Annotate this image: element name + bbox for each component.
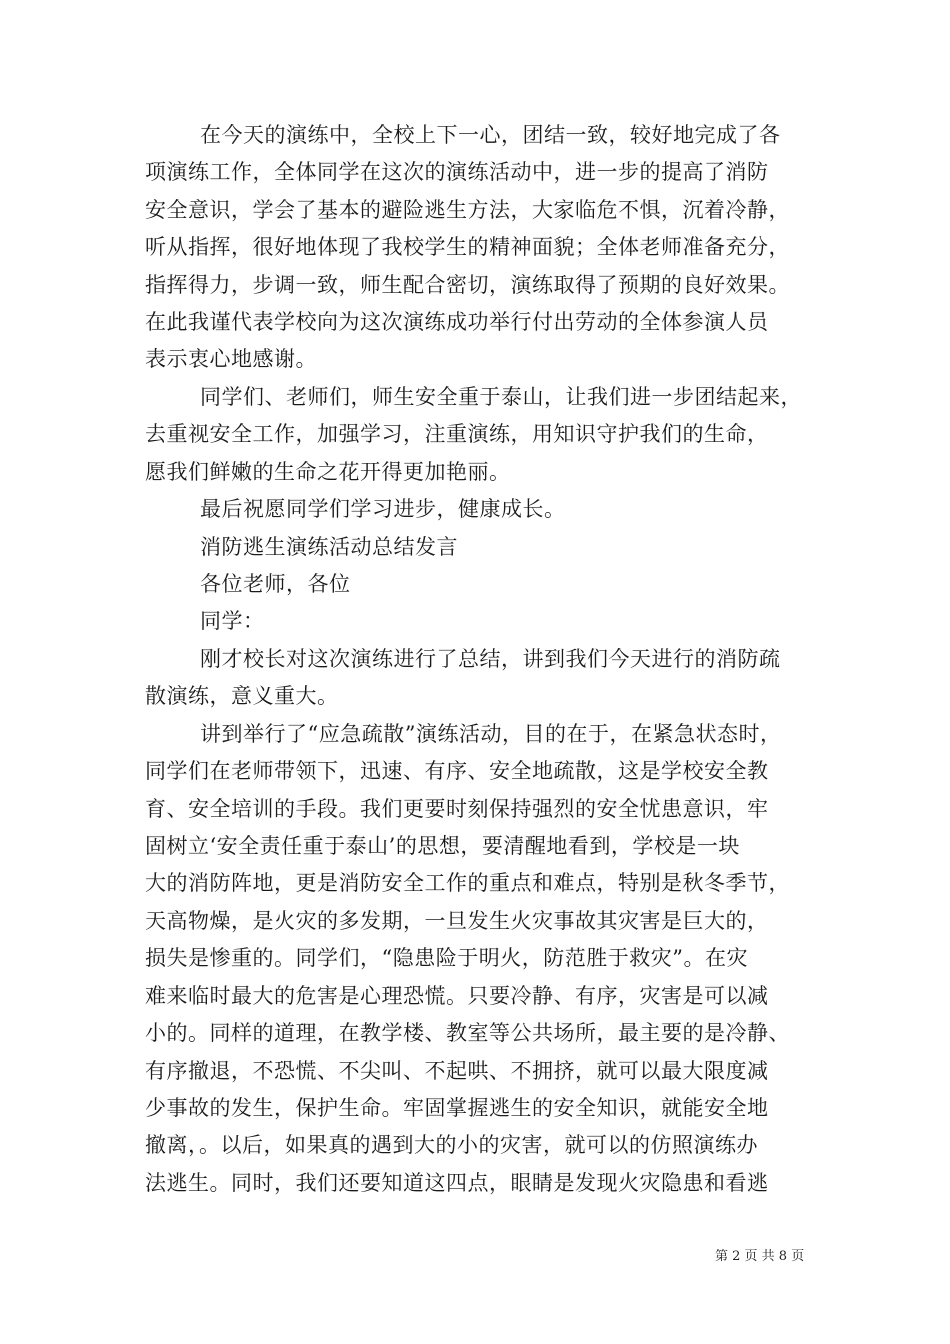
text-line: 有序撤退，不恐慌、不尖叫、不起哄、不拥挤，就可以最大限度减 — [145, 1059, 769, 1083]
text-line: 表示衷心地感谢。 — [145, 347, 317, 371]
text-line: 大的消防阵地，更是消防安全工作的重点和难点，特别是秋冬季节， — [145, 871, 790, 895]
text-line: 去重视安全工作，加强学习，注重演练，用知识守护我们的生命， — [145, 422, 769, 446]
text-line: 损失是惨重的。同学们，“隐患险于明火，防范胜于救灾”。在灾 — [145, 946, 748, 970]
text-line: 项演练工作，全体同学在这次的演练活动中，进一步的提高了消防 — [145, 160, 769, 184]
text-line: 撤离，。以后，如果真的遇到大的小的灾害，就可以的仿照演练办 — [145, 1133, 758, 1157]
text-line: 讲到举行了“应急疏散”演练活动，目的在于，在紧急状态时， — [200, 722, 782, 746]
text-line: 刚才校长对这次演练进行了总结，讲到我们今天进行的消防疏 — [200, 647, 781, 671]
page-number: 第 2 页 共 8 页 — [715, 1249, 805, 1264]
text-line: 指挥得力，步调一致，师生配合密切，演练取得了预期的良好效果。 — [145, 273, 790, 297]
text-line: 在今天的演练中，全校上下一心，团结一致，较好地完成了各 — [200, 123, 781, 147]
text-line: 小的。同样的道理，在教学楼、教室等公共场所，最主要的是冷静、 — [145, 1021, 790, 1045]
salutation: 各位老师，各位 — [200, 572, 351, 596]
text-line: 听从指挥，很好地体现了我校学生的精神面貌；全体老师准备充分， — [145, 235, 790, 259]
text-line: 少事故的发生，保护生命。牢固掌握逃生的安全知识，就能安全地 — [145, 1096, 769, 1120]
text-line: 天高物燥，是火灾的多发期，一旦发生火灾事故其灾害是巨大的， — [145, 909, 769, 933]
text-line: 散演练，意义重大。 — [145, 684, 339, 708]
text-line: 难来临时最大的危害是心理恐慌。只要冷静、有序，灾害是可以减 — [145, 984, 769, 1008]
text-line: 在此我谨代表学校向为这次演练成功举行付出劳动的全体参演人员 — [145, 310, 769, 334]
text-line: 同学们、老师们，师生安全重于泰山，让我们进一步团结起来， — [200, 385, 802, 409]
text-line: 愿我们鲜嫩的生命之花开得更加艳丽。 — [145, 460, 511, 484]
text-line: 同学们在老师带领下，迅速、有序、安全地疏散，这是学校安全教 — [145, 759, 769, 783]
text-line: 育、安全培训的手段。我们更要时刻保持强烈的安全忧患意识，牢 — [145, 797, 769, 821]
text-line: 固树立‘安全责任重于泰山’的思想，要清醒地看到，学校是一块 — [145, 834, 740, 858]
section-title: 消防逃生演练活动总结发言 — [200, 535, 458, 559]
salutation: 同学： — [200, 609, 265, 633]
text-line: 安全意识，学会了基本的避险逃生方法，大家临危不惧，沉着冷静， — [145, 198, 790, 222]
text-line: 法逃生。同时，我们还要知道这四点，眼睛是发现火灾隐患和看逃 — [145, 1171, 769, 1195]
text-line: 最后祝愿同学们学习进步，健康成长。 — [200, 497, 566, 521]
